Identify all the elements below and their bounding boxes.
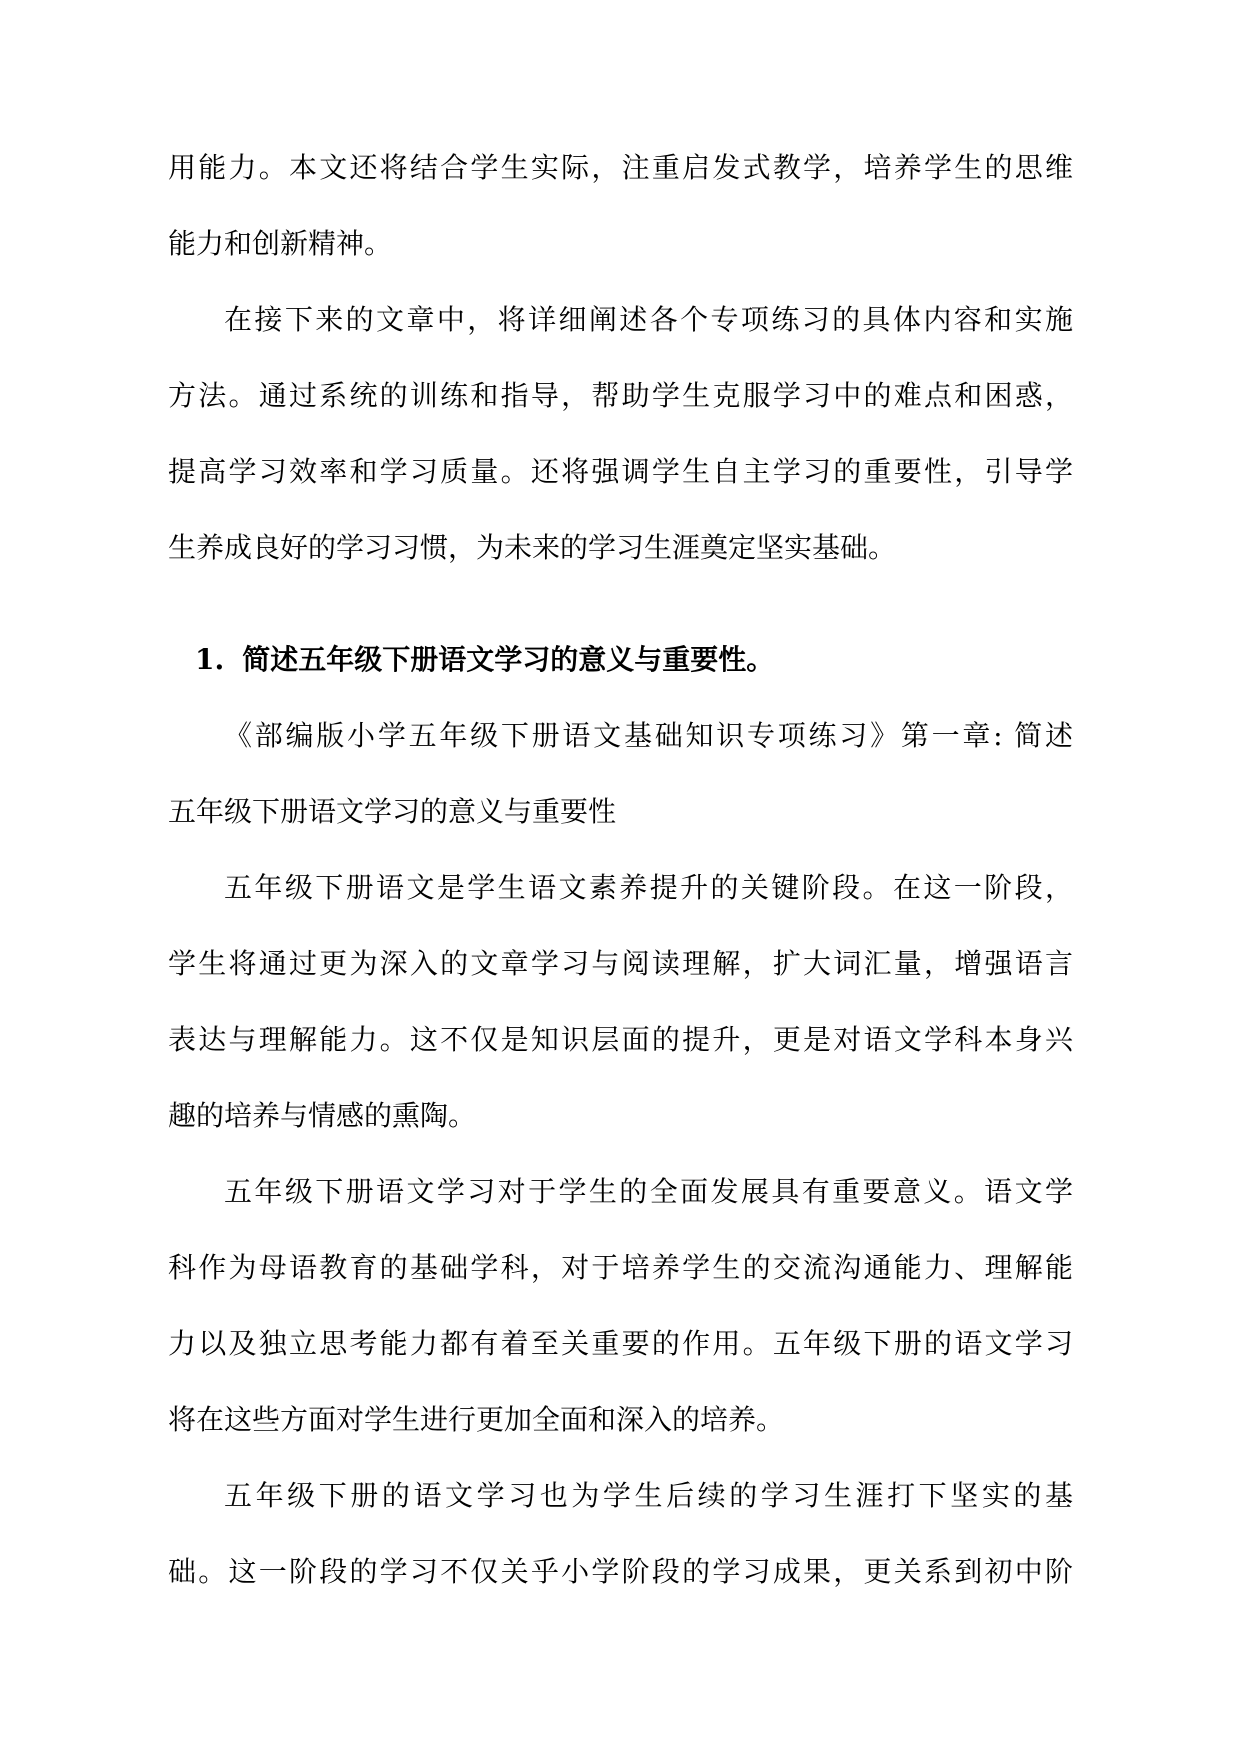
text-line: 础。这一阶段的学习不仅关乎小学阶段的学习成果，更关系到初中阶 — [168, 1555, 1073, 1588]
paragraph — [168, 698, 1073, 850]
text-line: 《部编版小学五年级下册语文基础知识专项练习》第一章: 简述 — [224, 719, 1073, 752]
text-line: 提高学习效率和学习质量。还将强调学生自主学习的重要性，引导学 — [168, 455, 1073, 488]
text-line: 五年级下册语文是学生语文素养提升的关键阶段。在这一阶段， — [224, 871, 1073, 904]
text-line: 趣的培养与情感的熏陶。 — [168, 1099, 477, 1132]
text-line: 生养成良好的学习习惯，为未来的学习生涯奠定坚实基础。 — [168, 531, 897, 564]
text-line: 五年级下册语文学习的意义与重要性 — [168, 795, 617, 828]
paragraph — [168, 282, 1073, 586]
text-line: 表达与理解能力。这不仅是知识层面的提升，更是对语文学科本身兴 — [168, 1023, 1073, 1056]
heading-number: 1. — [195, 643, 225, 676]
text-line: 能力和创新精神。 — [168, 227, 393, 260]
text-line: 五年级下册的语文学习也为学生后续的学习生涯打下坚实的基 — [224, 1479, 1073, 1512]
text-line: 在接下来的文章中，将详细阐述各个专项练习的具体内容和实施 — [224, 303, 1073, 336]
text-line: 学生将通过更为深入的文章学习与阅读理解，扩大词汇量，增强语言 — [168, 947, 1073, 980]
text-line: 方法。通过系统的训练和指导，帮助学生克服学习中的难点和困惑， — [168, 379, 1073, 412]
paragraph — [168, 1154, 1073, 1458]
text-line: 力以及独立思考能力都有着至关重要的作用。五年级下册的语文学习 — [168, 1327, 1073, 1360]
paragraph — [168, 850, 1073, 1154]
section-heading — [195, 622, 1073, 698]
text-line: 将在这些方面对学生进行更加全面和深入的培养。 — [168, 1403, 785, 1436]
text-line: 用能力。本文还将结合学生实际，注重启发式教学，培养学生的思维 — [168, 151, 1073, 184]
heading-text: 简述五年级下册语文学习的意义与重要性。 — [242, 643, 775, 676]
text-line: 五年级下册语文学习对于学生的全面发展具有重要意义。语文学 — [224, 1175, 1073, 1208]
paragraph — [168, 1458, 1073, 1610]
paragraph — [168, 130, 1073, 282]
document-body — [168, 130, 1073, 1610]
text-line: 科作为母语教育的基础学科，对于培养学生的交流沟通能力、理解能 — [168, 1251, 1073, 1284]
